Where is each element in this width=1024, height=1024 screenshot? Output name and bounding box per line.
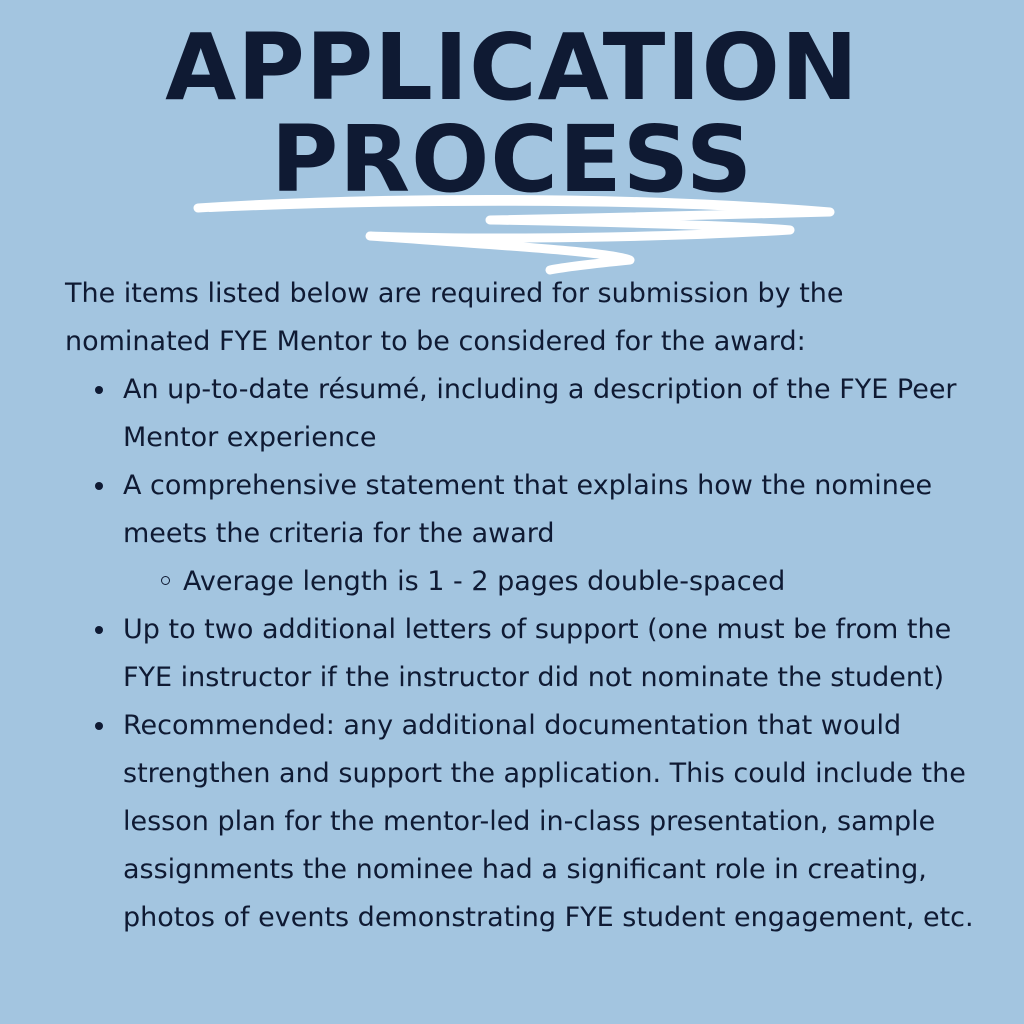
requirement-item bbox=[65, 606, 985, 702]
title-line-2: PROCESS bbox=[270, 106, 754, 213]
page-title bbox=[0, 14, 1024, 213]
requirement-item bbox=[65, 702, 985, 942]
requirement-text: Up to two additional letters of support (one must be from the FYE instructor if the instructor did not nominate the student) bbox=[123, 614, 952, 693]
title-line-1: APPLICATION bbox=[165, 14, 859, 121]
intro-paragraph: The items listed below are required for submission by the nominated FYE Mentor to be considered for the award: bbox=[65, 278, 844, 357]
requirement-subtext: Average length is 1 - 2 pages double-spaced bbox=[183, 566, 786, 597]
requirement-sublist bbox=[123, 558, 985, 606]
requirements-section bbox=[65, 270, 985, 942]
requirements-list bbox=[65, 366, 985, 942]
requirement-text: A comprehensive statement that explains how the nominee meets the criteria for the award bbox=[123, 470, 933, 549]
requirement-text: Recommended: any additional documentation that would strengthen and support the application. This could include the lesson plan for the mentor-led in-class presentation, sample assignments the nominee had a significant role in creating, photos of events demonstrating FYE student engagement, etc. bbox=[123, 710, 974, 933]
brush-swoosh-decoration bbox=[190, 190, 840, 275]
requirement-text: An up-to-date résumé, including a description of the FYE Peer Mentor experience bbox=[123, 374, 957, 453]
requirement-item bbox=[65, 366, 985, 462]
requirement-item bbox=[65, 462, 985, 606]
requirement-subitem bbox=[123, 558, 985, 606]
